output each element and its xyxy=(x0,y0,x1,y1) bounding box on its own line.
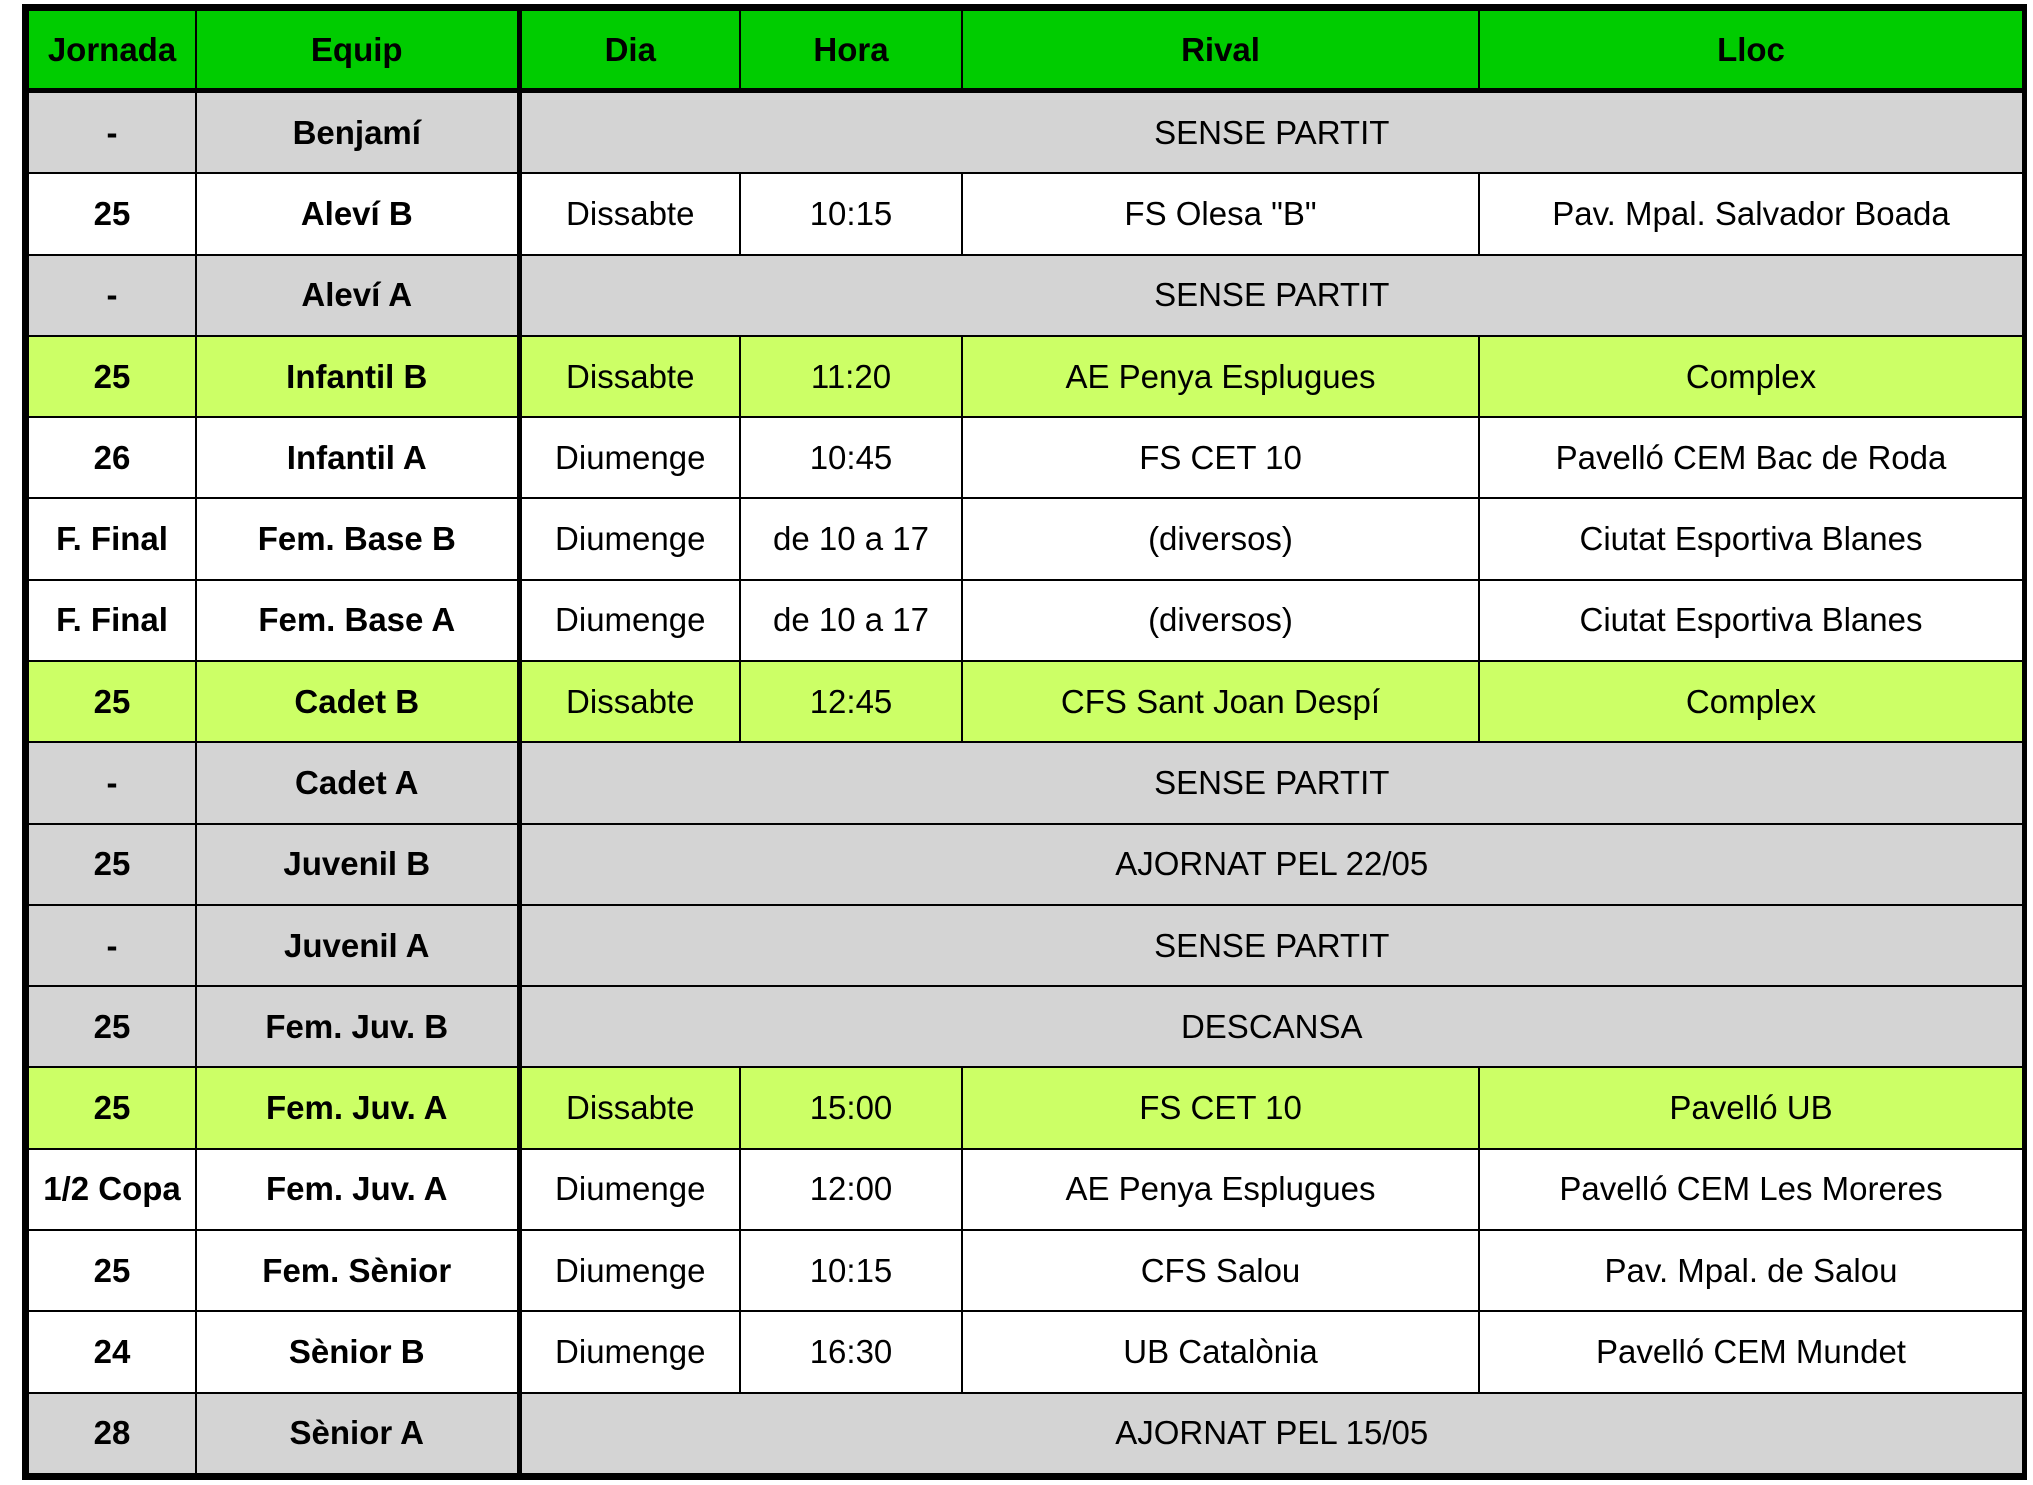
equip-cell: Fem. Juv. B xyxy=(196,986,519,1067)
header-equip: Equip xyxy=(196,10,519,91)
equip-cell: Fem. Sènior xyxy=(196,1230,519,1311)
table-row xyxy=(28,1067,2023,1148)
jornada-cell: F. Final xyxy=(28,580,196,661)
status-cell: SENSE PARTIT xyxy=(519,905,2023,986)
jornada-cell: 25 xyxy=(28,986,196,1067)
equip-cell: Cadet A xyxy=(196,742,519,823)
jornada-cell: - xyxy=(28,742,196,823)
schedule-table-frame xyxy=(22,4,2027,1480)
hora-cell: 12:45 xyxy=(740,661,962,742)
dia-cell: Dissabte xyxy=(519,173,740,254)
table-row xyxy=(28,173,2023,254)
jornada-cell: - xyxy=(28,255,196,336)
dia-cell: Diumenge xyxy=(519,1311,740,1392)
dia-cell: Diumenge xyxy=(519,498,740,579)
jornada-cell: 24 xyxy=(28,1311,196,1392)
equip-cell: Infantil B xyxy=(196,336,519,417)
rival-cell: CFS Sant Joan Despí xyxy=(962,661,1479,742)
lloc-cell: Ciutat Esportiva Blanes xyxy=(1479,580,2023,661)
jornada-cell: 28 xyxy=(28,1393,196,1474)
rival-cell: (diversos) xyxy=(962,498,1479,579)
table-row xyxy=(28,336,2023,417)
match-schedule-table xyxy=(27,9,2024,1475)
lloc-cell: Complex xyxy=(1479,336,2023,417)
schedule-body xyxy=(28,91,2023,1475)
header-dia: Dia xyxy=(519,10,740,91)
hora-cell: 12:00 xyxy=(740,1149,962,1230)
table-row xyxy=(28,91,2023,174)
lloc-cell: Pavelló CEM Les Moreres xyxy=(1479,1149,2023,1230)
table-row xyxy=(28,1393,2023,1474)
lloc-cell: Pavelló CEM Mundet xyxy=(1479,1311,2023,1392)
dia-cell: Dissabte xyxy=(519,1067,740,1148)
equip-cell: Fem. Juv. A xyxy=(196,1149,519,1230)
status-cell: SENSE PARTIT xyxy=(519,255,2023,336)
equip-cell: Fem. Base A xyxy=(196,580,519,661)
equip-cell: Juvenil B xyxy=(196,824,519,905)
jornada-cell: - xyxy=(28,91,196,174)
header-jornada: Jornada xyxy=(28,10,196,91)
rival-cell: FS CET 10 xyxy=(962,417,1479,498)
rival-cell: (diversos) xyxy=(962,580,1479,661)
jornada-cell: 25 xyxy=(28,1230,196,1311)
equip-cell: Cadet B xyxy=(196,661,519,742)
equip-cell: Fem. Juv. A xyxy=(196,1067,519,1148)
equip-cell: Juvenil A xyxy=(196,905,519,986)
status-cell: SENSE PARTIT xyxy=(519,91,2023,174)
header-row xyxy=(28,10,2023,91)
table-row xyxy=(28,824,2023,905)
hora-cell: de 10 a 17 xyxy=(740,580,962,661)
table-row xyxy=(28,661,2023,742)
table-row xyxy=(28,986,2023,1067)
table-row xyxy=(28,1311,2023,1392)
hora-cell: 16:30 xyxy=(740,1311,962,1392)
table-row xyxy=(28,498,2023,579)
hora-cell: 10:15 xyxy=(740,173,962,254)
header-lloc: Lloc xyxy=(1479,10,2023,91)
jornada-cell: 25 xyxy=(28,336,196,417)
table-row xyxy=(28,255,2023,336)
rival-cell: AE Penya Esplugues xyxy=(962,336,1479,417)
hora-cell: 15:00 xyxy=(740,1067,962,1148)
jornada-cell: - xyxy=(28,905,196,986)
equip-cell: Infantil A xyxy=(196,417,519,498)
jornada-cell: 26 xyxy=(28,417,196,498)
equip-cell: Sènior B xyxy=(196,1311,519,1392)
hora-cell: 11:20 xyxy=(740,336,962,417)
dia-cell: Diumenge xyxy=(519,1230,740,1311)
equip-cell: Aleví B xyxy=(196,173,519,254)
table-row xyxy=(28,1230,2023,1311)
status-cell: SENSE PARTIT xyxy=(519,742,2023,823)
lloc-cell: Pav. Mpal. de Salou xyxy=(1479,1230,2023,1311)
table-row xyxy=(28,742,2023,823)
jornada-cell: 25 xyxy=(28,661,196,742)
hora-cell: 10:45 xyxy=(740,417,962,498)
jornada-cell: 25 xyxy=(28,1067,196,1148)
lloc-cell: Pavelló UB xyxy=(1479,1067,2023,1148)
dia-cell: Dissabte xyxy=(519,661,740,742)
rival-cell: AE Penya Esplugues xyxy=(962,1149,1479,1230)
rival-cell: CFS Salou xyxy=(962,1230,1479,1311)
hora-cell: de 10 a 17 xyxy=(740,498,962,579)
header-rival: Rival xyxy=(962,10,1479,91)
status-cell: AJORNAT PEL 22/05 xyxy=(519,824,2023,905)
rival-cell: UB Catalònia xyxy=(962,1311,1479,1392)
table-row xyxy=(28,1149,2023,1230)
equip-cell: Aleví A xyxy=(196,255,519,336)
rival-cell: FS Olesa "B" xyxy=(962,173,1479,254)
table-row xyxy=(28,417,2023,498)
dia-cell: Diumenge xyxy=(519,417,740,498)
hora-cell: 10:15 xyxy=(740,1230,962,1311)
lloc-cell: Pav. Mpal. Salvador Boada xyxy=(1479,173,2023,254)
table-row xyxy=(28,905,2023,986)
jornada-cell: F. Final xyxy=(28,498,196,579)
dia-cell: Dissabte xyxy=(519,336,740,417)
jornada-cell: 25 xyxy=(28,173,196,254)
jornada-cell: 1/2 Copa xyxy=(28,1149,196,1230)
lloc-cell: Complex xyxy=(1479,661,2023,742)
dia-cell: Diumenge xyxy=(519,1149,740,1230)
lloc-cell: Pavelló CEM Bac de Roda xyxy=(1479,417,2023,498)
dia-cell: Diumenge xyxy=(519,580,740,661)
lloc-cell: Ciutat Esportiva Blanes xyxy=(1479,498,2023,579)
table-row xyxy=(28,580,2023,661)
jornada-cell: 25 xyxy=(28,824,196,905)
rival-cell: FS CET 10 xyxy=(962,1067,1479,1148)
equip-cell: Benjamí xyxy=(196,91,519,174)
status-cell: DESCANSA xyxy=(519,986,2023,1067)
equip-cell: Fem. Base B xyxy=(196,498,519,579)
header-hora: Hora xyxy=(740,10,962,91)
status-cell: AJORNAT PEL 15/05 xyxy=(519,1393,2023,1474)
equip-cell: Sènior A xyxy=(196,1393,519,1474)
